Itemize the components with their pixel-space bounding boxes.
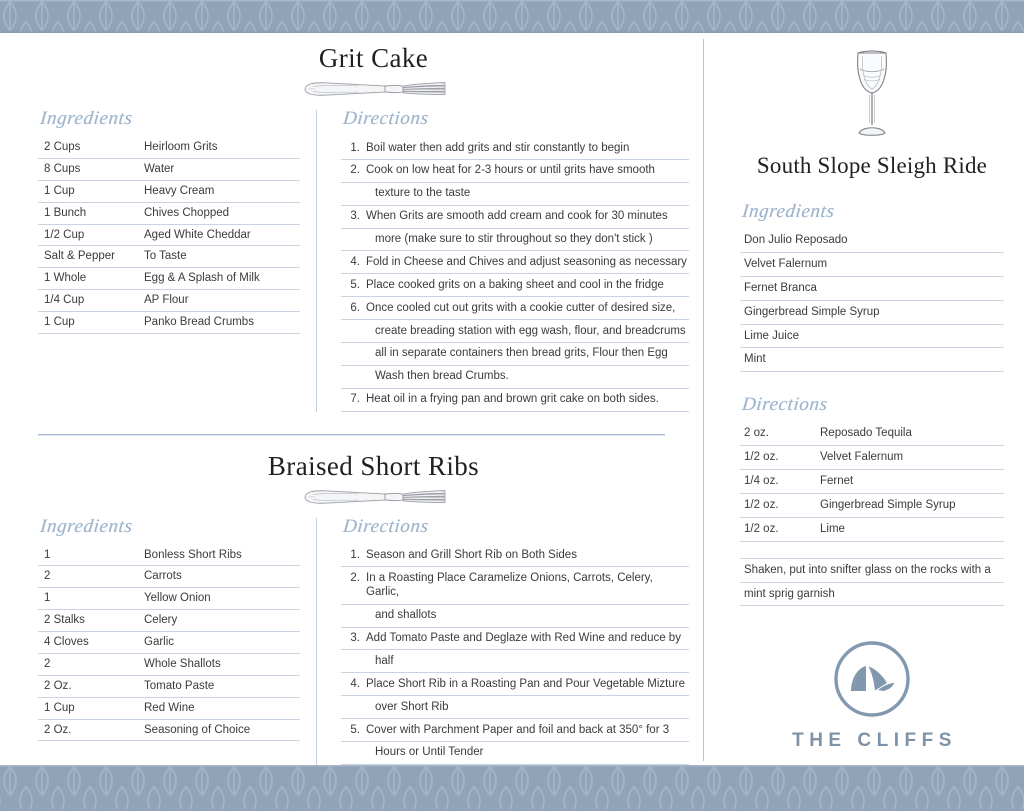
brand-name: THE CLIFFS [792, 730, 957, 752]
ingredient-name: Chives Chopped [144, 206, 230, 219]
ingredient-name: To Taste [144, 250, 187, 263]
wine-glass-illustration-icon [843, 47, 901, 143]
list-item [341, 696, 689, 719]
step-number: 6. [350, 301, 360, 314]
ingredient-name: Garlic [144, 636, 175, 648]
list-item [341, 545, 689, 568]
directions-section [317, 108, 689, 412]
recipe-body [38, 516, 689, 765]
list-item [341, 297, 689, 320]
ingredient-name: Egg & A Splash of Milk [144, 272, 260, 285]
list-item: Fernet Branca [740, 277, 1004, 301]
bottom-decorative-band [0, 765, 1024, 811]
step-text: Place Short Rib in a Roasting Pan and Pour Vegetable Mizture [366, 677, 685, 690]
ingredients-heading: Ingredients [740, 201, 836, 222]
fork-icon [38, 484, 689, 510]
ingredients-section [38, 108, 316, 334]
ingredient-amount: 1 Cup [44, 316, 75, 328]
directions-heading: Directions [341, 515, 430, 537]
fork-illustration-icon [299, 484, 449, 510]
list-item [341, 206, 689, 229]
measure-amount: 1/2 oz. [744, 522, 779, 535]
measure-item: Fernet [820, 475, 854, 487]
list-item: Gingerbread Simple Syrup [740, 301, 1004, 325]
directions-section [317, 516, 689, 765]
ingredient-name: Heirloom Grits [144, 141, 218, 153]
list-item [341, 719, 689, 742]
list-item [341, 742, 689, 765]
cocktail-directions-list [740, 422, 1004, 606]
list-item [341, 673, 689, 696]
ingredient-name: Seasoning of Choice [144, 723, 251, 736]
recipe-body [38, 108, 689, 412]
recipe-grit-cake [0, 33, 703, 412]
step-number: 5. [350, 278, 360, 291]
measure-amount: 2 oz. [744, 427, 769, 440]
ingredients-heading: Ingredients [38, 515, 134, 537]
step-text: Hours or Until Tender [375, 746, 484, 759]
list-item [38, 181, 300, 203]
preparation-note: mint sprig garnish [740, 583, 1004, 607]
list-item [341, 650, 689, 673]
list-item [341, 251, 689, 274]
measure-amount: 1/2 oz. [744, 451, 779, 464]
list-item [740, 518, 1004, 542]
step-text: more (make sure to stir throughout so they don't stick ) [375, 233, 653, 245]
ingredient-name: Aged White Cheddar [144, 228, 251, 241]
list-item [38, 545, 300, 567]
ingredient-amount: 2 Oz. [44, 723, 72, 736]
brand-logo [740, 638, 1004, 752]
step-number: 1. [350, 141, 360, 154]
ingredients-section [38, 516, 316, 742]
step-number: 4. [350, 677, 360, 690]
list-item: Don Julio Reposado [740, 229, 1004, 253]
ingredient-name: Water [144, 162, 175, 175]
cocktail-directions-section [740, 394, 1004, 606]
ingredient-name: Panko Bread Crumbs [144, 316, 254, 328]
list-item [740, 494, 1004, 518]
fork-icon [38, 76, 689, 102]
measure-amount: 1/4 oz. [744, 475, 779, 487]
step-text: create breading station with egg wash, flour, and breadcrums [375, 324, 686, 337]
page-title: Grit Cake [318, 43, 429, 73]
step-text: Cover with Parchment Paper and foil and back at 350° for 3 [366, 723, 670, 736]
step-text: half [375, 654, 394, 667]
cocktail-title: South Slope Sleigh Ride [756, 153, 988, 178]
list-item [341, 343, 689, 366]
ingredient-amount: 1 Cup [44, 184, 75, 197]
page-title: Braised Short Ribs [267, 450, 480, 481]
step-text: Boil water then add grits and stir constantly to begin [366, 141, 630, 154]
measure-item: Reposado Tequila [820, 427, 912, 440]
ingredient-name: Whole Shallots [144, 657, 221, 670]
list-item [38, 246, 300, 268]
list-item [38, 159, 300, 181]
step-text: Fold in Cheese and Chives and adjust seasoning as necessary [366, 255, 687, 268]
list-item [341, 605, 689, 628]
ingredient-amount: 2 Stalks [44, 614, 85, 627]
step-text: Add Tomato Paste and Deglaze with Red Wine and reduce by [366, 632, 681, 644]
ingredients-list [38, 545, 300, 742]
measure-item: Lime [820, 522, 845, 535]
list-item [38, 566, 300, 588]
ingredient-amount: 8 Cups [44, 162, 81, 175]
leaf-pattern-icon [0, 0, 1024, 33]
list-item [38, 290, 300, 312]
list-item [341, 389, 689, 412]
list-item [740, 470, 1004, 494]
list-item [38, 610, 300, 632]
list-item [341, 366, 689, 389]
step-text: Heat oil in a frying pan and brown grit cake on both sides. [366, 393, 659, 406]
ingredient-name: Celery [144, 614, 178, 627]
ingredient-amount: 2 [44, 657, 51, 670]
step-text: over Short Rib [375, 700, 449, 713]
ingredient-amount: 2 [44, 570, 51, 583]
list-item [38, 312, 300, 334]
spacer-row [740, 542, 1004, 559]
list-item [341, 229, 689, 252]
ingredient-amount: 1 Bunch [44, 206, 87, 219]
list-item [341, 567, 689, 604]
list-item [38, 588, 300, 610]
ingredient-amount: 2 Oz. [44, 679, 72, 692]
ingredient-amount: 1 Cup [44, 701, 75, 714]
ingredient-amount: 4 Cloves [44, 636, 89, 648]
measure-amount: 1/2 oz. [744, 498, 779, 511]
measure-item: Gingerbread Simple Syrup [820, 498, 956, 511]
ingredients-heading: Ingredients [38, 108, 134, 129]
ingredient-name: AP Flour [144, 294, 189, 307]
ingredient-name: Red Wine [144, 701, 195, 714]
recipes-column [0, 33, 703, 765]
ingredient-amount: 1 Whole [44, 272, 87, 285]
step-number: 2. [350, 571, 360, 584]
ingredient-amount: Salt & Pepper [44, 250, 115, 263]
ingredient-name: Carrots [144, 570, 182, 583]
cocktail-column [704, 33, 1024, 765]
directions-heading: Directions [341, 108, 430, 129]
step-number: 7. [350, 393, 360, 406]
leaf-pattern-icon [0, 765, 1024, 811]
ingredient-name: Heavy Cream [144, 184, 215, 197]
step-text: texture to the taste [375, 187, 471, 200]
list-item [341, 320, 689, 343]
measure-item: Velvet Falernum [820, 451, 904, 464]
step-text: Place cooked grits on a baking sheet and cool in the fridge [366, 278, 664, 291]
directions-list [341, 137, 689, 412]
cocktail-ingredients-section [740, 201, 1004, 372]
wine-glass-icon [740, 33, 1004, 143]
step-text: When Grits are smooth add cream and cook for 30 minutes [366, 210, 668, 223]
step-text: all in separate containers then bread grits, Flour then Egg [375, 347, 668, 360]
list-item [38, 654, 300, 676]
list-item [740, 446, 1004, 470]
cocktail-ingredients-list [740, 229, 1004, 372]
ingredient-name: Yellow Onion [144, 592, 211, 605]
ingredients-list [38, 137, 300, 334]
step-text: Cook on low heat for 2-3 hours or until grits have smooth [366, 164, 655, 177]
step-number: 3. [350, 210, 360, 223]
ingredient-amount: 1 [44, 592, 51, 605]
list-item [740, 422, 1004, 446]
step-text: and shallots [375, 609, 437, 622]
list-item [341, 137, 689, 160]
cliffs-circle-logo-icon [831, 638, 913, 720]
list-item [38, 632, 300, 654]
list-item [341, 160, 689, 183]
list-item [38, 203, 300, 225]
ingredient-name: Tomato Paste [144, 679, 215, 692]
fork-illustration-icon [299, 76, 449, 102]
list-item [38, 225, 300, 247]
top-decorative-band [0, 0, 1024, 33]
step-number: 5. [350, 723, 360, 736]
recipe-braised-short-ribs [0, 435, 703, 765]
list-item [38, 720, 300, 742]
list-item: Mint [740, 348, 1004, 372]
ingredient-amount: 2 Cups [44, 141, 81, 153]
ingredient-amount: 1/2 Cup [44, 228, 85, 241]
directions-heading: Directions [740, 394, 829, 416]
step-number: 3. [350, 632, 360, 644]
list-item: Velvet Falernum [740, 253, 1004, 277]
main-content [0, 33, 1024, 765]
step-number: 2. [350, 164, 360, 177]
list-item [341, 628, 689, 651]
list-item [38, 676, 300, 698]
preparation-note: Shaken, put into snifter glass on the rocks with a [740, 559, 1004, 583]
list-item [341, 183, 689, 206]
directions-list [341, 545, 689, 765]
ingredient-amount: 1 [44, 548, 51, 561]
step-number: 1. [350, 549, 360, 561]
list-item [38, 137, 300, 159]
step-text: Wash then bread Crumbs. [375, 370, 509, 383]
step-text: In a Roasting Place Caramelize Onions, Carrots, Celery, Garlic, [366, 571, 653, 599]
ingredient-name: Bonless Short Ribs [144, 548, 242, 561]
step-text: Once cooled cut out grits with a cookie cutter of desired size, [366, 301, 676, 314]
ingredient-amount: 1/4 Cup [44, 294, 85, 307]
list-item [38, 698, 300, 720]
step-number: 4. [350, 255, 360, 268]
step-text: Season and Grill Short Rib on Both Sides [366, 549, 577, 561]
list-item: Lime Juice [740, 325, 1004, 349]
list-item [341, 274, 689, 297]
list-item [38, 268, 300, 290]
